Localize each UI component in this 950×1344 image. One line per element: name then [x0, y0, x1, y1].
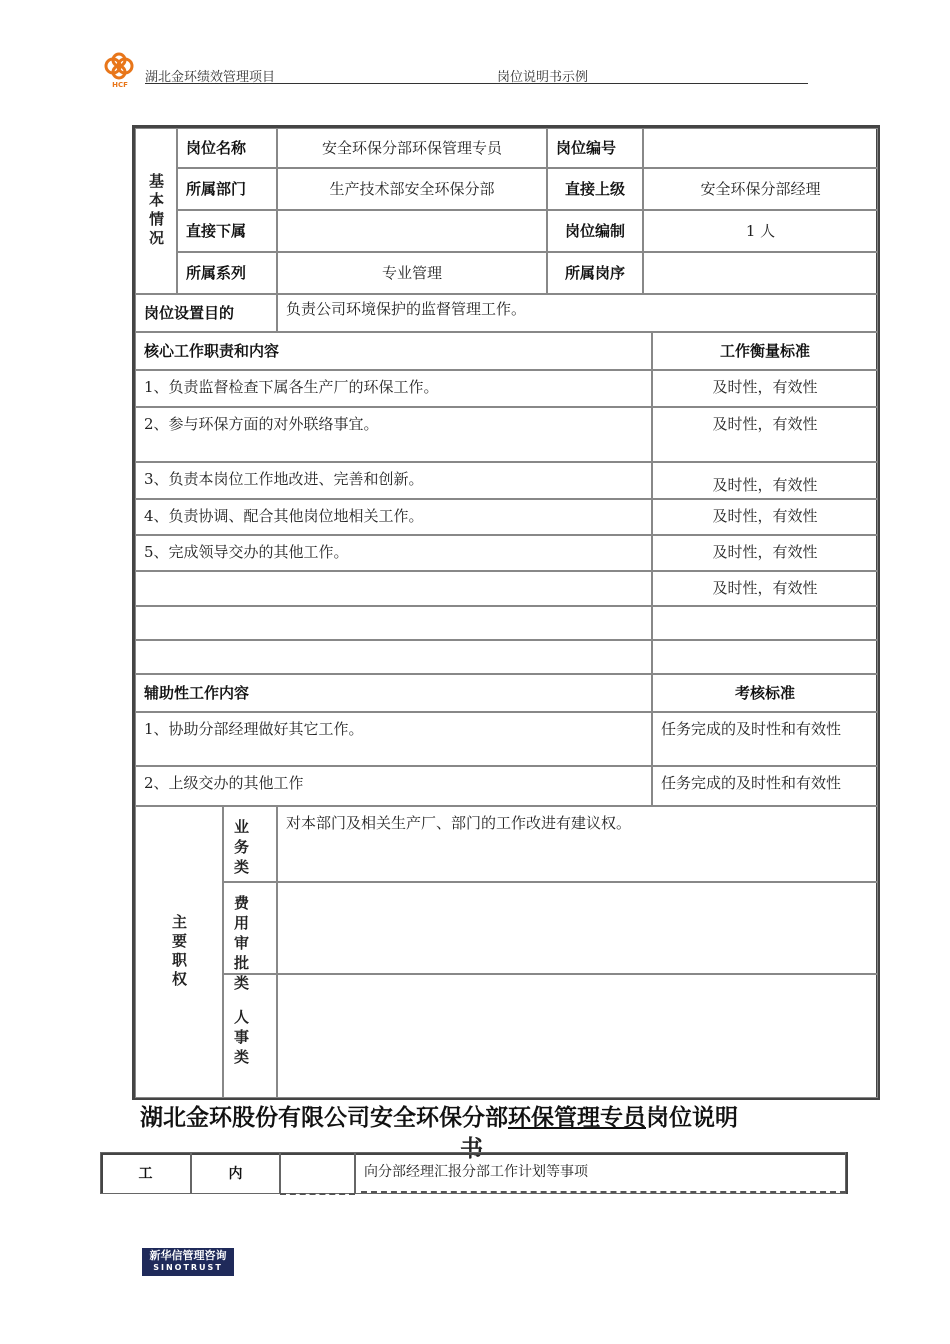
- page-header: [100, 52, 808, 92]
- brand-cn: 新华信管理咨询: [149, 1249, 227, 1262]
- authority-content-business: 对本部门及相关生产厂、部门的工作改进有建议权。: [277, 806, 878, 882]
- core-duty-6: [135, 571, 652, 606]
- table2-col-1: 工: [100, 1152, 191, 1194]
- header-doc-type: 岗位说明书示例: [497, 70, 589, 85]
- label-direct-superior: 直接上级: [547, 168, 643, 210]
- core-duty-5: 5、完成领导交办的其他工作。: [135, 535, 652, 571]
- authority-category-business: 业务类: [223, 806, 277, 882]
- authority-content-hr: [277, 974, 878, 1098]
- core-duty-3: 3、负责本岗位工作地改进、完善和创新。: [135, 462, 652, 499]
- value-series: 专业管理: [277, 252, 547, 294]
- core-duty-7: [135, 606, 652, 640]
- core-standard-5: 及时性，有效性: [652, 535, 878, 571]
- basic-info-label: 基本情况: [135, 128, 177, 294]
- document-title: [140, 1104, 820, 1132]
- document-title-part-4: 书: [460, 1136, 483, 1162]
- authority-category-expense: 费用审批类: [223, 882, 277, 974]
- aux-standard-1: 任务完成的及时性和有效性: [652, 712, 878, 766]
- value-headcount: 1 人: [643, 210, 878, 252]
- label-series: 所属系列: [177, 252, 277, 294]
- aux-duties-header: 辅助性工作内容: [135, 674, 652, 712]
- table2-col-3: [280, 1152, 355, 1194]
- core-standard-4: 及时性，有效性: [652, 499, 878, 535]
- header-divider: [145, 83, 808, 84]
- label-department: 所属部门: [177, 168, 277, 210]
- aux-standard-header: 考核标准: [652, 674, 878, 712]
- authority-category-hr: 人事类: [223, 974, 277, 1098]
- label-position-name: 岗位名称: [177, 128, 277, 168]
- table2-dashed-rule-left: [280, 1193, 355, 1195]
- hcf-logo-icon: [100, 54, 140, 90]
- sinotrust-logo: [142, 1248, 234, 1276]
- label-rank: 所属岗序: [547, 252, 643, 294]
- job-description-table: [132, 125, 880, 1100]
- value-subordinates: [277, 210, 547, 252]
- value-rank: [643, 252, 878, 294]
- value-purpose: 负责公司环境保护的监督管理工作。: [277, 294, 878, 332]
- authority-content-expense: [277, 882, 878, 974]
- document-title-part-2: 环保管理专员: [508, 1105, 646, 1131]
- label-purpose: 岗位设置目的: [135, 294, 277, 332]
- core-standard-6: 及时性，有效性: [652, 571, 878, 606]
- value-position-name: 安全环保分部环保管理专员: [277, 128, 547, 168]
- aux-duty-1: 1、协助分部经理做好其它工作。: [135, 712, 652, 766]
- logo-text: HCF: [112, 81, 128, 89]
- core-duties-header: 核心工作职责和内容: [135, 332, 652, 370]
- core-duty-1: 1、负责监督检查下属各生产厂的环保工作。: [135, 370, 652, 407]
- table2-content: 向分部经理汇报分部工作计划等事项: [355, 1152, 846, 1194]
- work-content-table: [100, 1152, 848, 1194]
- table2-col-2: 内: [191, 1152, 280, 1194]
- core-duty-4: 4、负责协调、配合其他岗位地相关工作。: [135, 499, 652, 535]
- core-standard-8: [652, 640, 878, 674]
- header-project-name: 湖北金环绩效管理项目: [145, 70, 276, 85]
- aux-standard-2: 任务完成的及时性和有效性: [652, 766, 878, 806]
- value-position-code: [643, 128, 878, 168]
- brand-en: SINOTRUST: [153, 1263, 223, 1272]
- core-duty-8: [135, 640, 652, 674]
- value-direct-superior: 安全环保分部经理: [643, 168, 878, 210]
- authority-label: 主要职权: [135, 806, 223, 1098]
- core-duty-2: 2、参与环保方面的对外联络事宜。: [135, 407, 652, 462]
- core-standard-7: [652, 606, 878, 640]
- core-standard-header: 工作衡量标准: [652, 332, 878, 370]
- value-department: 生产技术部安全环保分部: [277, 168, 547, 210]
- label-position-code: 岗位编号: [547, 128, 643, 168]
- table2-dashed-rule-right: [361, 1191, 846, 1193]
- document-title-part-1: 湖北金环股份有限公司安全环保分部: [140, 1105, 508, 1131]
- core-standard-3: 及时性，有效性: [652, 462, 878, 499]
- document-title-part-3: 岗位说明: [646, 1105, 738, 1131]
- core-standard-1: 及时性，有效性: [652, 370, 878, 407]
- aux-duty-2: 2、上级交办的其他工作: [135, 766, 652, 806]
- core-standard-2: 及时性，有效性: [652, 407, 878, 462]
- label-subordinates: 直接下属: [177, 210, 277, 252]
- label-headcount: 岗位编制: [547, 210, 643, 252]
